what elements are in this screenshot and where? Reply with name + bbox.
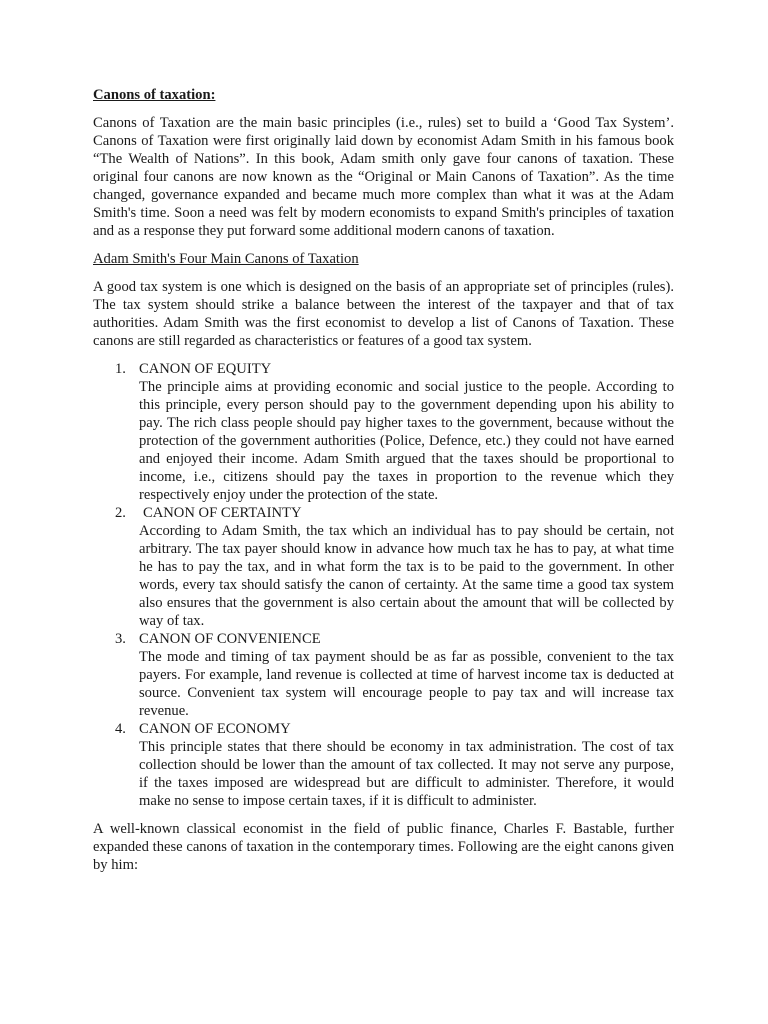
intro-paragraph: Canons of Taxation are the main basic principles (i.e., rules) set to build a ‘Good Tax System’. Canons of Taxation were first originally laid down by economist Adam Smith in his famous book “The Wealth of Nations”. In this book, Adam smith only gave four canons of taxation. These original four canons are now known as the “Original or Main Canons of Taxation”. As the time changed, governance expanded and became much more complex than what it was at the Adam Smith's time. Soon a need was felt by modern economists to expand Smith's principles of taxation and as a response they put forward some additional modern canons of taxation. bbox=[93, 115, 674, 239]
canons-list bbox=[93, 360, 674, 810]
list-item bbox=[93, 720, 674, 810]
canon-body: According to Adam Smith, the tax which an individual has to pay should be certain, not arbitrary. The tax payer should know in advance how much tax he has to pay, at what time he has to pay the tax, and in what form the tax is to be paid to the government. In other words, every tax should satisfy the canon of certainty. At the same time a good tax system also ensures that the government is also certain about the amount that will be collected by way of tax. bbox=[139, 523, 674, 629]
closing-paragraph: A well-known classical economist in the field of public finance, Charles F. Bastable, further expanded these canons of taxation in the contemporary times. Following are the eight canons given by him: bbox=[93, 821, 674, 873]
list-item bbox=[93, 360, 674, 504]
canon-title: CANON OF ECONOMY bbox=[139, 721, 291, 737]
list-item-number: 2. bbox=[115, 505, 126, 521]
document-title: Canons of taxation: bbox=[93, 87, 216, 103]
canon-title: CANON OF CONVENIENCE bbox=[139, 631, 321, 647]
section-subheading: Adam Smith's Four Main Canons of Taxation bbox=[93, 251, 359, 267]
canon-title: CANON OF EQUITY bbox=[139, 361, 272, 377]
document-page bbox=[93, 86, 674, 884]
list-item-number: 1. bbox=[115, 361, 126, 377]
canon-body: This principle states that there should be economy in tax administration. The cost of tax collection should be lower than the amount of tax collected. It may not serve any purpose, if the taxes imposed are widespread but are difficult to administer. Therefore, it would make no sense to impose certain taxes, if it is difficult to administer. bbox=[139, 739, 674, 809]
list-item bbox=[93, 630, 674, 720]
list-item-number: 3. bbox=[115, 631, 126, 647]
list-item-number: 4. bbox=[115, 721, 126, 737]
list-item bbox=[93, 504, 674, 630]
canon-body: The principle aims at providing economic and social justice to the people. According to this principle, every person should pay to the government depending upon his ability to pay. The rich class people should pay higher taxes to the government, because without the protection of the government authorities (Police, Defence, etc.) they could not have earned and enjoyed their income. Adam Smith argued that the taxes should be proportional to income, i.e., citizens should pay the taxes in proportion to the revenue which they respectively enjoy under the protection of the state. bbox=[139, 379, 674, 503]
good-tax-system-paragraph: A good tax system is one which is designed on the basis of an appropriate set of principles (rules). The tax system should strike a balance between the interest of the taxpayer and that of tax authorities. Adam Smith was the first economist to develop a list of Canons of Taxation. These canons are still regarded as characteristics or features of a good tax system. bbox=[93, 279, 674, 349]
canon-body: The mode and timing of tax payment should be as far as possible, convenient to the tax payers. For example, land revenue is collected at time of harvest income tax is deducted at source. Convenient tax system will encourage people to pay tax and will increase tax revenue. bbox=[139, 649, 674, 719]
canon-title: CANON OF CERTAINTY bbox=[143, 505, 302, 521]
